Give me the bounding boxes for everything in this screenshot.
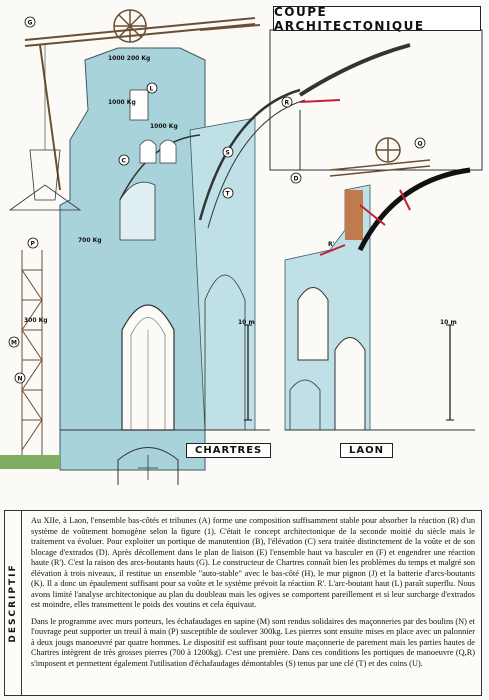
svg-text:N: N <box>17 375 23 383</box>
description-text <box>31 516 475 675</box>
weight-a-label: 1000 Kg <box>108 99 136 106</box>
laon-tag: LAON <box>340 443 393 458</box>
svg-text:D: D <box>293 175 299 183</box>
marker-g <box>25 17 35 27</box>
svg-text:T: T <box>225 190 230 198</box>
scale-left-label: 10 m <box>238 319 255 326</box>
description-panel <box>4 510 482 696</box>
scale-right-label: 10 m <box>440 319 457 326</box>
marker-r <box>282 97 292 107</box>
svg-text:C: C <box>121 157 126 165</box>
marker-p <box>28 238 38 248</box>
paragraph-2: Dans le programme avec murs porteurs, les échafaudages en sapine (M) sont rendus solidaires des maçonneries par des boulins (N) et l'ouvrage peut supporter un treuil à main (P) susceptible de soulever 300kg. Les pierres sont ensuite mises en place avec un palonnier à deux jougs manoeuvré par quatre hommes. Le dispositif est suffisant pour toute maçonnerie de parement mais les parties hautes de Chartres intègrent de très grosses pierres (700 à 1200kg). C'est une première. Dans ces conditions les portiques de manoeuvre (Q,R) s'imposent et permettent également l'utilisation d'échafaudages démontables (S) tenus par une clé (T) et des coins (U). <box>31 616 475 668</box>
marker-s <box>223 147 233 157</box>
chartres-tag: CHARTRES <box>186 443 271 458</box>
weight-top-label: 1000 200 Kg <box>108 55 151 62</box>
marker-q <box>415 138 425 148</box>
weight-d-label: 300 Kg <box>24 317 48 324</box>
marker-l <box>147 83 157 93</box>
side-label: DESCRIPTIF <box>8 563 18 643</box>
marker-d <box>291 173 301 183</box>
marker-r-prime: R' <box>328 241 335 248</box>
figure-title: COUPE ARCHITECTONIQUE <box>273 6 481 31</box>
marker-t <box>223 188 233 198</box>
svg-text:P: P <box>30 240 35 248</box>
svg-text:L: L <box>149 85 154 93</box>
svg-text:Q: Q <box>417 140 423 148</box>
side-tab <box>5 511 22 695</box>
weight-b-label: 1000 Kg <box>150 123 178 130</box>
treadwheel-icon <box>114 10 146 42</box>
paragraph-1: Au XIIe, à Laon, l'ensemble bas-côtés et tribunes (A) forme une composition suffisamment stable pour absorber la réaction (R) d'un système de voûtement homogène selon la figure (1). C'était le concept architectonique de la seconde moitié du siècle mais le traitement va évoluer. Pour exploiter un portique de manutention (B), l'élévation (C) sera traitée distinctement de la voûte et de son blocage d'extrados (D). Après décollement dans le plan de liaison (E) l'ensemble haut va basculer en (F) et engendrer une réaction haute (R'). C'est la raison des arcs-boutants hauts (G). Le constructeur de Chartres connaît bien les problèmes du temps et malgré son élévation à trois niveaux, il restitue un ensemble "auto-stable" avec le bas-côté (H), le mur pignon (J) et la batterie d'arcs-boutants (K). Il a donc un épaulement suffisant pour sa voûte et le système prévoit la réaction R'. L'arc-boutant haut (L) paraît superflu. Nous avons limité l'analyse architectonique au plan du doubleau mais les ogives se comportent pareillement et si leur surcharge d'extrados est moindre, elles transmettent le poids des voutins et cela équivaut. <box>31 516 475 609</box>
svg-text:S: S <box>225 149 230 157</box>
svg-text:R: R <box>284 99 290 107</box>
svg-text:M: M <box>11 339 17 347</box>
marker-m <box>9 337 19 347</box>
marker-n <box>15 373 25 383</box>
svg-text:G: G <box>27 19 33 27</box>
weight-c-label: 700 Kg <box>78 237 102 244</box>
marker-c <box>119 155 129 165</box>
